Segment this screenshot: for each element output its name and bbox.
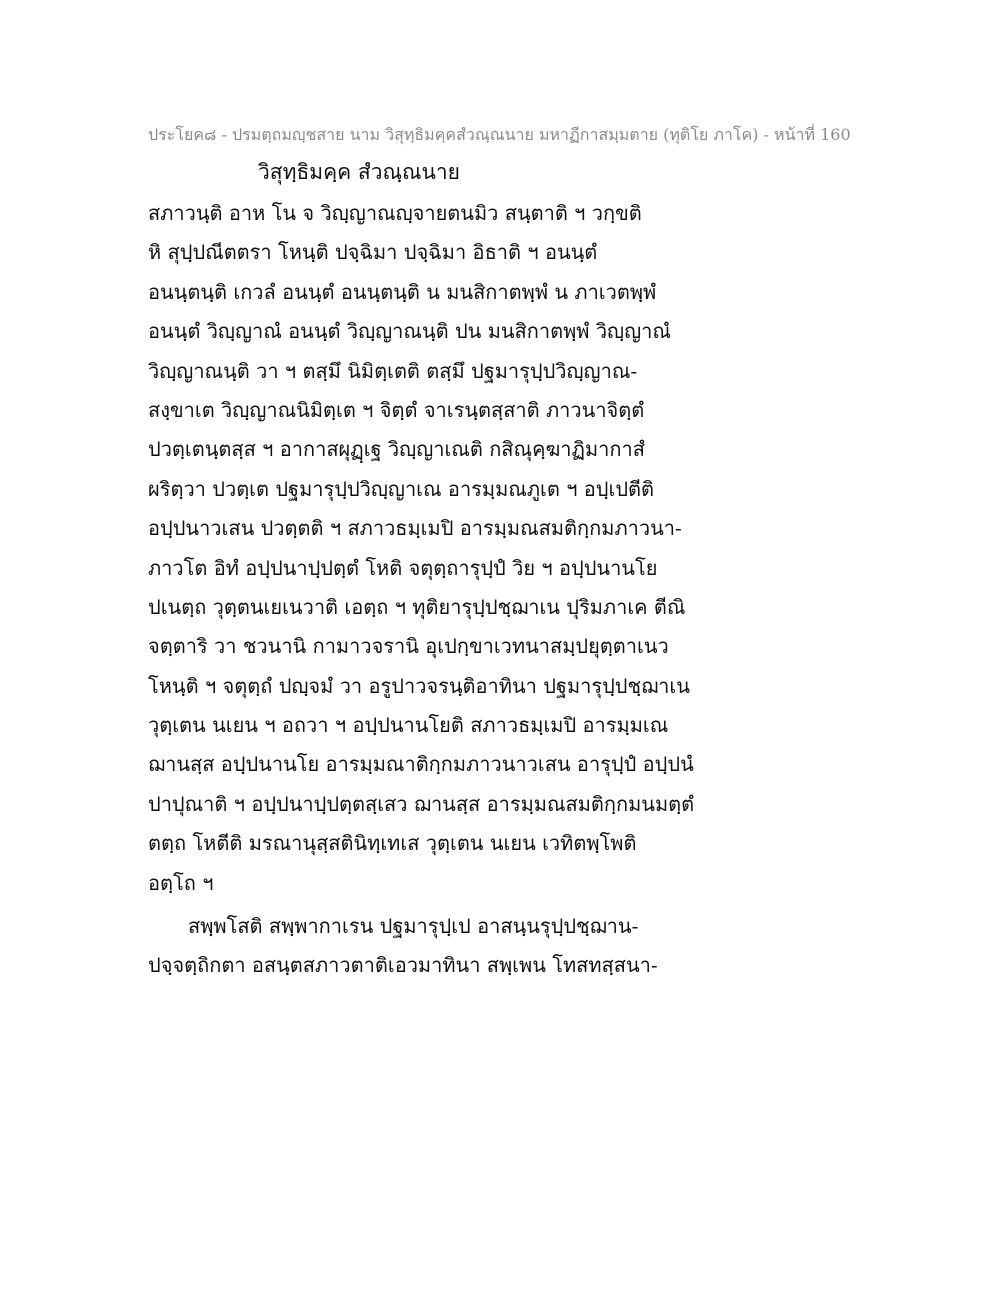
text-line: อปฺปนาวเสน ปวตฺตติ ฯ สภาวธมฺเมปิ อารมฺมณสมติกฺกมภาวนา-: [148, 516, 682, 541]
text-line: ภาวโต อิทํ อปฺปนาปฺปตฺตํ โหติ จตุตฺถารุปฺปํ วิย ฯ อปฺปนานโย: [148, 555, 658, 580]
text-line: อนนฺตนฺติ เกวลํ อนนฺตํ อนนฺตนฺติ น มนสิกาตพฺพํ น ภาเวตพฺพํ: [148, 279, 657, 304]
text-line: ปเนตฺถ วุตฺตนเยเนวาติ เอตฺถ ฯ ทุติยารุปฺปชฺฌาเน ปุริมภาเค ตีณิ: [148, 594, 686, 619]
text-line: อนนฺตํ วิญฺญาณํ อนนฺตํ วิญฺญาณนฺติ ปน มนสิกาตพฺพํ วิญฺญาณํ: [148, 319, 671, 344]
text-line: หิ สุปฺปณีตตรา โหนฺติ ปจฺฉิมา ปจฺฉิมา อิธาติ ฯ อนนฺตํ: [148, 240, 598, 265]
text-line: สภาวนฺติ อาห โน จ วิญฺญาณญฺจายตนมิว สนฺตาติ ฯ วกฺขติ: [148, 201, 642, 225]
body-text: [148, 194, 868, 903]
text-line: ปวตฺเตนฺตสฺส ฯ อากาสผุฏฺเฐ วิญฺญาเณติ กสิณุคฺฆาฏิมากาสํ: [148, 437, 645, 462]
text-line: วุตฺเตน นเยน ฯ อถวา ฯ อปฺปนานโยติ สภาวธมฺเมปิ อารมฺมเณ: [148, 713, 669, 738]
text-line: ปจฺจตฺถิกตา อสนฺตสภาวตาติเอวมาทินา สพฺเพน โทสทสฺสนา-: [148, 953, 658, 978]
text-line: ผริตฺวา ปวตฺเต ปฐมารุปฺปวิญฺญาเณ อารมฺมณภูเต ฯ อปฺเปตีติ: [148, 476, 655, 501]
text-line: จตฺตาริ วา ชวนานิ กามาวจรานิ อุเปกฺขาเวทนาสมฺปยุตฺตาเนว: [148, 634, 669, 659]
running-header: ประโยค๘ - ปรมตฺถมญฺชสาย นาม วิสุทฺธิมคฺคสํวณฺณนาย มหาฏีกาสมฺมตาย (ทุติโย ภาโค) - หน้าที่ 160: [148, 125, 851, 144]
text-line: ฌานสฺส อปฺปนานโย อารมฺมณาติกฺกมภาวนาวเสน อารุปฺปํ อปฺปนํ: [148, 752, 694, 777]
text-line: อตฺโถ ฯ: [148, 870, 214, 895]
text-line: สพฺพโสติ สพฺพากาเรน ปฐมารุปฺเป อาสนฺนรุปฺปชฺฌาน-: [188, 914, 639, 938]
text-line: โหนฺติ ฯ จตุตฺถํ ปญฺจมํ วา อรูปาวจรนฺติอาทินา ปฐมารุปฺปชฺฌาเน: [148, 673, 690, 698]
text-line: ปาปุณาติ ฯ อปฺปนาปฺปตฺตสฺเสว ฌานสฺส อารมฺมณสมติกฺกมนมตฺตํ: [148, 791, 695, 816]
page-title: วิสุทฺธิมคฺค สํวณฺณนาย: [258, 160, 460, 184]
text-line: วิญฺญาณนฺติ วา ฯ ตสฺมึ นิมิตฺเตติ ตสฺมึ ปฐมารุปฺปวิญฺญาณ-: [148, 358, 638, 383]
text-line: ตตฺถ โหตีติ มรณานุสฺสตินิทฺเทเส วุตฺเตน นเยน เวทิตพฺโพติ: [148, 831, 637, 856]
paragraph-2: [148, 907, 868, 986]
text-line: สงฺขาเต วิญฺญาณนิมิตฺเต ฯ จิตฺตํ จาเรนฺตสฺสาติ ภาวนาจิตฺตํ: [148, 397, 645, 422]
